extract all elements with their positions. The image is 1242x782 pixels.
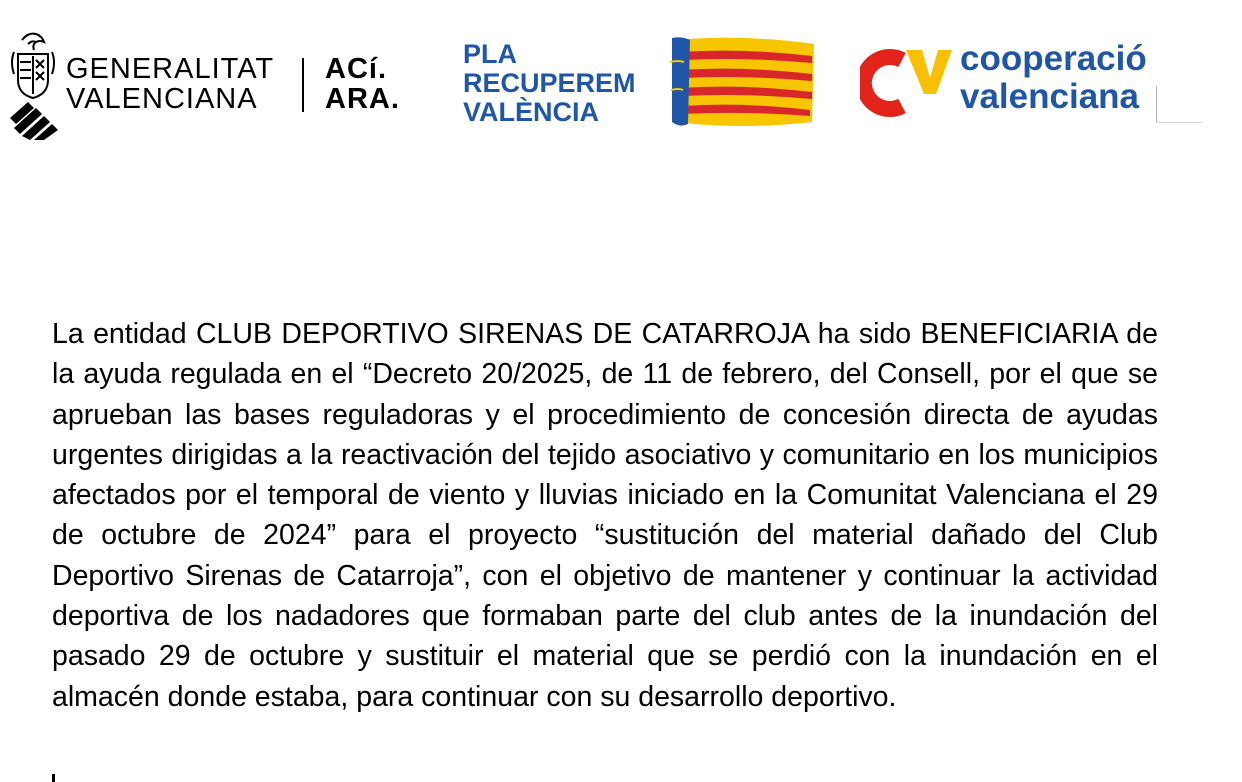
beneficiary-paragraph: La entidad CLUB DEPORTIVO SIRENAS DE CATARROJA ha sido BENEFICIARIA de la ayuda regulada en el “Decreto 20/2025, de 11 de febrero, del Consell, por el que se aprueban las bases reguladoras y el procedimiento de concesión directa de ayudas urgentes dirigidas a la reactivación del tejido asociativo y comunitario en los municipios afectados por el temporal de viento y lluvias iniciado en la Comunitat Valenciana el 29 de octubre de 2024” para el proyecto “sustitución del material dañado del Club Deportivo Sirenas de Catarroja”, con el objetivo de mantener y continuar la actividad deportiva de los nadadores que formaban parte del club antes de la inundación del pasado 29 de octubre y sustituir el material que se perdió con la inundación en el almacén donde estaba, para continuar con su desarrollo deportivo. <box>52 318 1158 713</box>
senyera-flag-icon <box>666 32 818 128</box>
valencia-line: VALÈNCIA <box>463 97 600 127</box>
cv-logo-icon <box>860 44 952 122</box>
recuperem-line: RECUPEREM <box>463 68 636 98</box>
logo-divider <box>302 58 304 112</box>
aci-ara-wordmark <box>325 54 400 114</box>
text-cursor <box>52 774 55 782</box>
generalitat-line: GENERALITAT <box>66 53 275 85</box>
valenciana-line: VALENCIANA <box>66 83 258 115</box>
pla-line: PLA <box>463 39 517 69</box>
generalitat-valenciana-wordmark <box>66 54 274 114</box>
logo-header <box>0 0 1242 150</box>
pla-recuperem-valencia-wordmark <box>463 40 636 127</box>
ara-line: ARA. <box>325 83 400 115</box>
valenciana-line: valenciana <box>960 77 1139 116</box>
aci-line: ACí. <box>325 53 387 85</box>
generalitat-shield-logo <box>8 30 60 140</box>
cooperacio-line: cooperació <box>960 39 1147 78</box>
cooperacio-valenciana-wordmark <box>960 40 1147 116</box>
selection-corner-mark <box>1156 86 1202 123</box>
